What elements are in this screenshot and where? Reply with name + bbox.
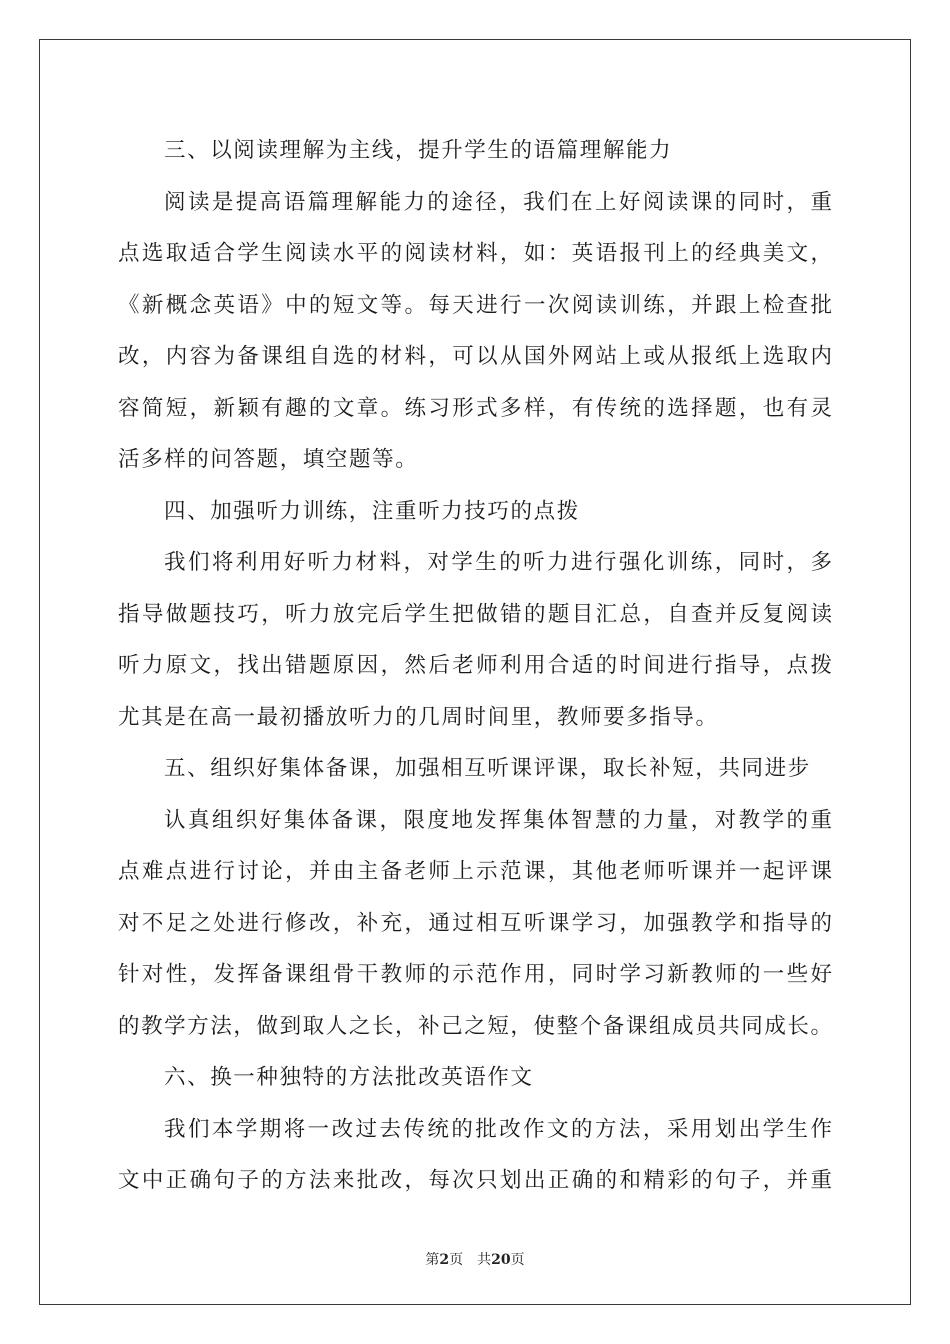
text-line: 阅读是提高语篇理解能力的途径，我们在上好阅读课的同时，重 xyxy=(164,189,832,215)
text-line: 我们将利用好听力材料，对学生的听力进行强化训练，同时，多 xyxy=(164,550,832,575)
text-line: 点选取适合学生阅读水平的阅读材料，如：英语报刊上的经典美文， xyxy=(118,241,832,266)
text-line: 三、以阅读理解为主线，提升学生的语篇理解能力 xyxy=(164,138,673,163)
text-line: 改，内容为备课组自选的材料，可以从国外网站上或从报纸上选取内 xyxy=(118,344,832,369)
text-line: 四、加强听力训练，注重听力技巧的点拨 xyxy=(164,498,580,524)
text-line: 针对性，发挥备课组骨干教师的示范作用，同时学习新教师的一些好 xyxy=(118,962,832,987)
text-line: 五、组织好集体备课，加强相互听课评课，取长补短，共同进步 xyxy=(164,756,811,781)
footer-total-prefix: 共 xyxy=(477,1252,492,1268)
text-line: 容简短，新颖有趣的文章。练习形式多样，有传统的选择题，也有灵 xyxy=(118,395,832,421)
page-footer xyxy=(0,1249,950,1269)
text-line: 六、换一种独特的方法批改英语作文 xyxy=(164,1065,534,1090)
text-line: 活多样的问答题，填空题等。 xyxy=(118,447,419,472)
footer-page-prefix: 第 xyxy=(425,1252,440,1268)
footer-page-suffix: 页 xyxy=(449,1252,464,1268)
text-line: 认真组织好集体备课，限度地发挥集体智慧的力量，对教学的重 xyxy=(164,807,832,833)
text-line: 文中正确句子的方法来批改，每次只划出正确的和精彩的句子，并重 xyxy=(118,1168,832,1193)
text-line: 听力原文，找出错题原因，然后老师利用合适的时间进行指导，点拨 xyxy=(118,653,832,678)
text-line: 指导做题技巧，听力放完后学生把做错的题目汇总，自查并反复阅读 xyxy=(118,601,832,627)
footer-page-number: 2 xyxy=(439,1252,450,1268)
text-line: 尤其是在高一最初播放听力的几周时间里，教师要多指导。 xyxy=(118,704,719,730)
text-line: 《新概念英语》中的短文等。每天进行一次阅读训练，并跟上检查批 xyxy=(118,292,832,318)
footer-total-suffix: 页 xyxy=(510,1252,525,1268)
text-line: 点难点进行讨论，并由主备老师上示范课，其他老师听课并一起评课 xyxy=(118,859,832,884)
footer-total-number: 20 xyxy=(491,1252,511,1268)
document-body xyxy=(118,125,832,1207)
text-line: 的教学方法，做到取人之长，补己之短，使整个备课组成员共同成长。 xyxy=(118,1013,832,1039)
text-line: 对不足之处进行修改，补充，通过相互听课学习，加强教学和指导的 xyxy=(118,910,832,936)
text-line: 我们本学期将一改过去传统的批改作文的方法，采用划出学生作 xyxy=(164,1116,832,1142)
